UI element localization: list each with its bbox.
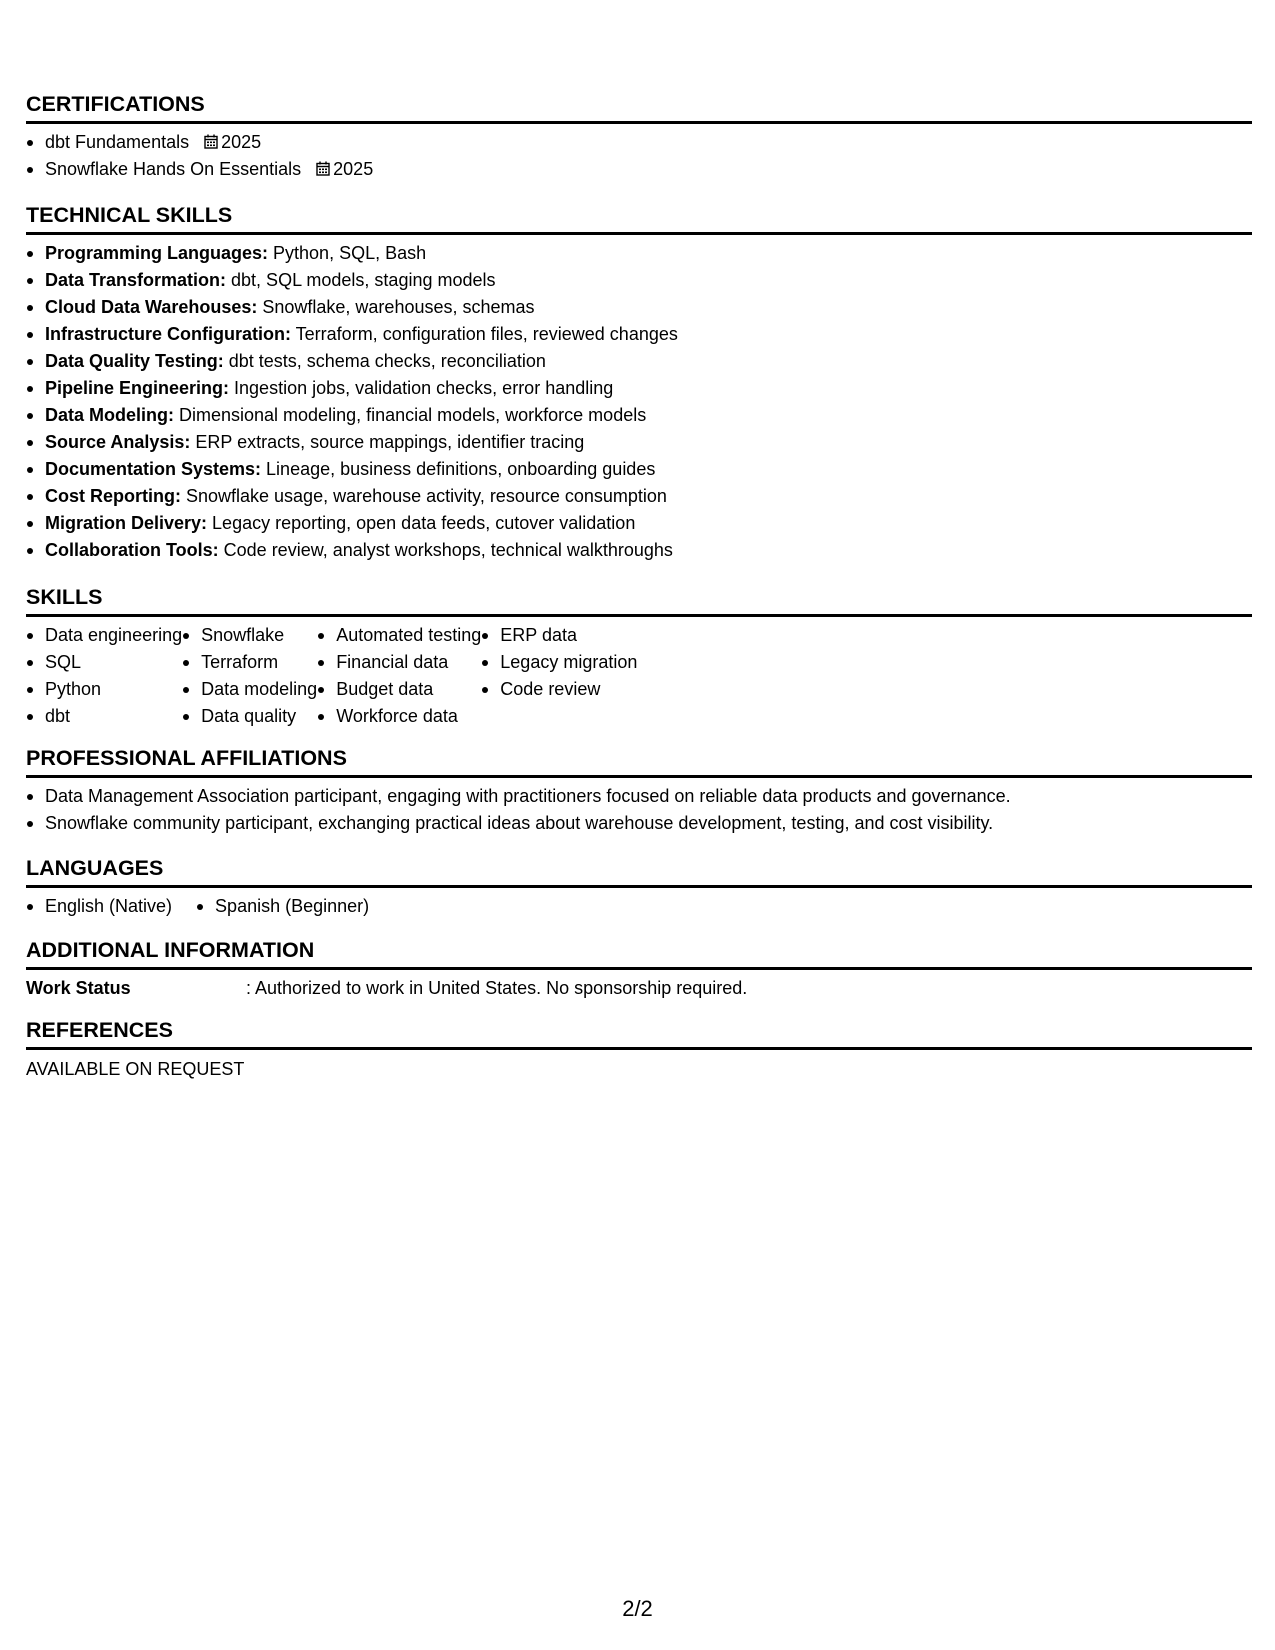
skill-item: Data engineering [26, 622, 182, 649]
technical-skill-item [26, 348, 1252, 375]
affiliations-list [26, 783, 1252, 837]
skills-column [317, 622, 481, 730]
technical-skill-label: Programming Languages: [45, 243, 269, 263]
skill-item: Workforce data [317, 703, 481, 730]
certification-item [26, 156, 1252, 183]
technical-skill-label: Cloud Data Warehouses: [45, 297, 258, 317]
skill-item: Terraform [182, 649, 317, 676]
technical-skill-item [26, 375, 1252, 402]
languages-section [26, 855, 1252, 920]
skill-item: SQL [26, 649, 182, 676]
certifications-section [26, 91, 1252, 183]
technical-skill-label: Data Modeling: [45, 405, 174, 425]
affiliation-item: Snowflake community participant, exchanging practical ideas about warehouse development, testing, and cost visibility. [26, 810, 1252, 837]
technical-skill-value: Lineage, business definitions, onboarding guides [261, 459, 656, 479]
technical-skill-value: Python, SQL, Bash [268, 243, 427, 263]
work-status-row [26, 975, 1252, 1002]
references-section [26, 1017, 1252, 1083]
skill-item: Data quality [182, 703, 317, 730]
technical-skill-label: Infrastructure Configuration: [45, 324, 291, 344]
work-status-label: Work Status [26, 978, 131, 998]
certifications-heading: CERTIFICATIONS [26, 91, 1252, 124]
technical-skill-label: Documentation Systems: [45, 459, 262, 479]
languages-list [26, 893, 1252, 920]
skill-item: Data modeling [182, 676, 317, 703]
technical-skill-label: Data Transformation: [45, 270, 227, 290]
skill-item: dbt [26, 703, 182, 730]
skills-column [481, 622, 637, 730]
technical-skill-item [26, 510, 1252, 537]
technical-skill-value: dbt tests, schema checks, reconciliation [223, 351, 546, 371]
additional-information-heading: ADDITIONAL INFORMATION [26, 937, 1252, 970]
skill-item: Automated testing [317, 622, 481, 649]
skill-item: Python [26, 676, 182, 703]
language-item: Spanish (Beginner) [196, 893, 369, 920]
references-heading: REFERENCES [26, 1017, 1252, 1050]
skills-column [182, 622, 317, 730]
technical-skill-item [26, 294, 1252, 321]
skill-item: Financial data [317, 649, 481, 676]
affiliation-item: Data Management Association participant, engaging with practitioners focused on reliable data products and governance. [26, 783, 1252, 810]
skill-item: Code review [481, 676, 637, 703]
skill-item: Legacy migration [481, 649, 637, 676]
technical-skill-label: Source Analysis: [45, 432, 191, 452]
technical-skill-item [26, 402, 1252, 429]
technical-skill-item [26, 456, 1252, 483]
technical-skill-item [26, 267, 1252, 294]
technical-skill-item [26, 240, 1252, 267]
skills-section [26, 584, 1252, 730]
technical-skill-value: Code review, analyst workshops, technical walkthroughs [218, 540, 673, 560]
additional-information-section [26, 937, 1252, 1002]
technical-skill-label: Migration Delivery: [45, 513, 208, 533]
technical-skill-item [26, 537, 1252, 564]
certifications-list [26, 129, 1252, 183]
work-status-value: : Authorized to work in United States. No sponsorship required. [246, 978, 748, 998]
technical-skill-item [26, 483, 1252, 510]
calendar-icon [316, 161, 330, 176]
affiliations-heading: PROFESSIONAL AFFILIATIONS [26, 745, 1252, 778]
references-text: AVAILABLE ON REQUEST [26, 1059, 245, 1079]
technical-skill-value: Legacy reporting, open data feeds, cutover validation [207, 513, 636, 533]
affiliations-section [26, 745, 1252, 837]
technical-skill-value: Terraform, configuration files, reviewed changes [291, 324, 678, 344]
technical-skill-label: Data Quality Testing: [45, 351, 224, 371]
certification-year: 2025 [221, 132, 262, 152]
technical-skill-item [26, 321, 1252, 348]
skills-column [26, 622, 182, 730]
technical-skill-value: Snowflake, warehouses, schemas [257, 297, 535, 317]
certification-item [26, 129, 1252, 156]
technical-skill-value: Ingestion jobs, validation checks, error handling [229, 378, 614, 398]
technical-skill-label: Pipeline Engineering: [45, 378, 230, 398]
technical-skills-heading: TECHNICAL SKILLS [26, 202, 1252, 235]
technical-skill-value: Dimensional modeling, financial models, workforce models [174, 405, 647, 425]
skill-item: ERP data [481, 622, 637, 649]
technical-skill-value: ERP extracts, source mappings, identifier tracing [190, 432, 585, 452]
skill-item: Budget data [317, 676, 481, 703]
certification-year: 2025 [333, 159, 374, 179]
technical-skill-item [26, 429, 1252, 456]
technical-skills-list [26, 240, 1252, 564]
technical-skill-value: Snowflake usage, warehouse activity, resource consumption [180, 486, 667, 506]
skills-grid [26, 622, 1252, 730]
language-item: English (Native) [26, 893, 172, 920]
technical-skill-label: Collaboration Tools: [45, 540, 219, 560]
skills-heading: SKILLS [26, 584, 1252, 617]
calendar-icon [204, 134, 218, 149]
technical-skill-value: dbt, SQL models, staging models [226, 270, 496, 290]
technical-skills-section [26, 202, 1252, 564]
certification-name: dbt Fundamentals [45, 132, 190, 152]
page-number: 2/2 [622, 1596, 653, 1621]
certification-name: Snowflake Hands On Essentials [45, 159, 302, 179]
technical-skill-label: Cost Reporting: [45, 486, 181, 506]
skill-item: Snowflake [182, 622, 317, 649]
languages-heading: LANGUAGES [26, 855, 1252, 888]
